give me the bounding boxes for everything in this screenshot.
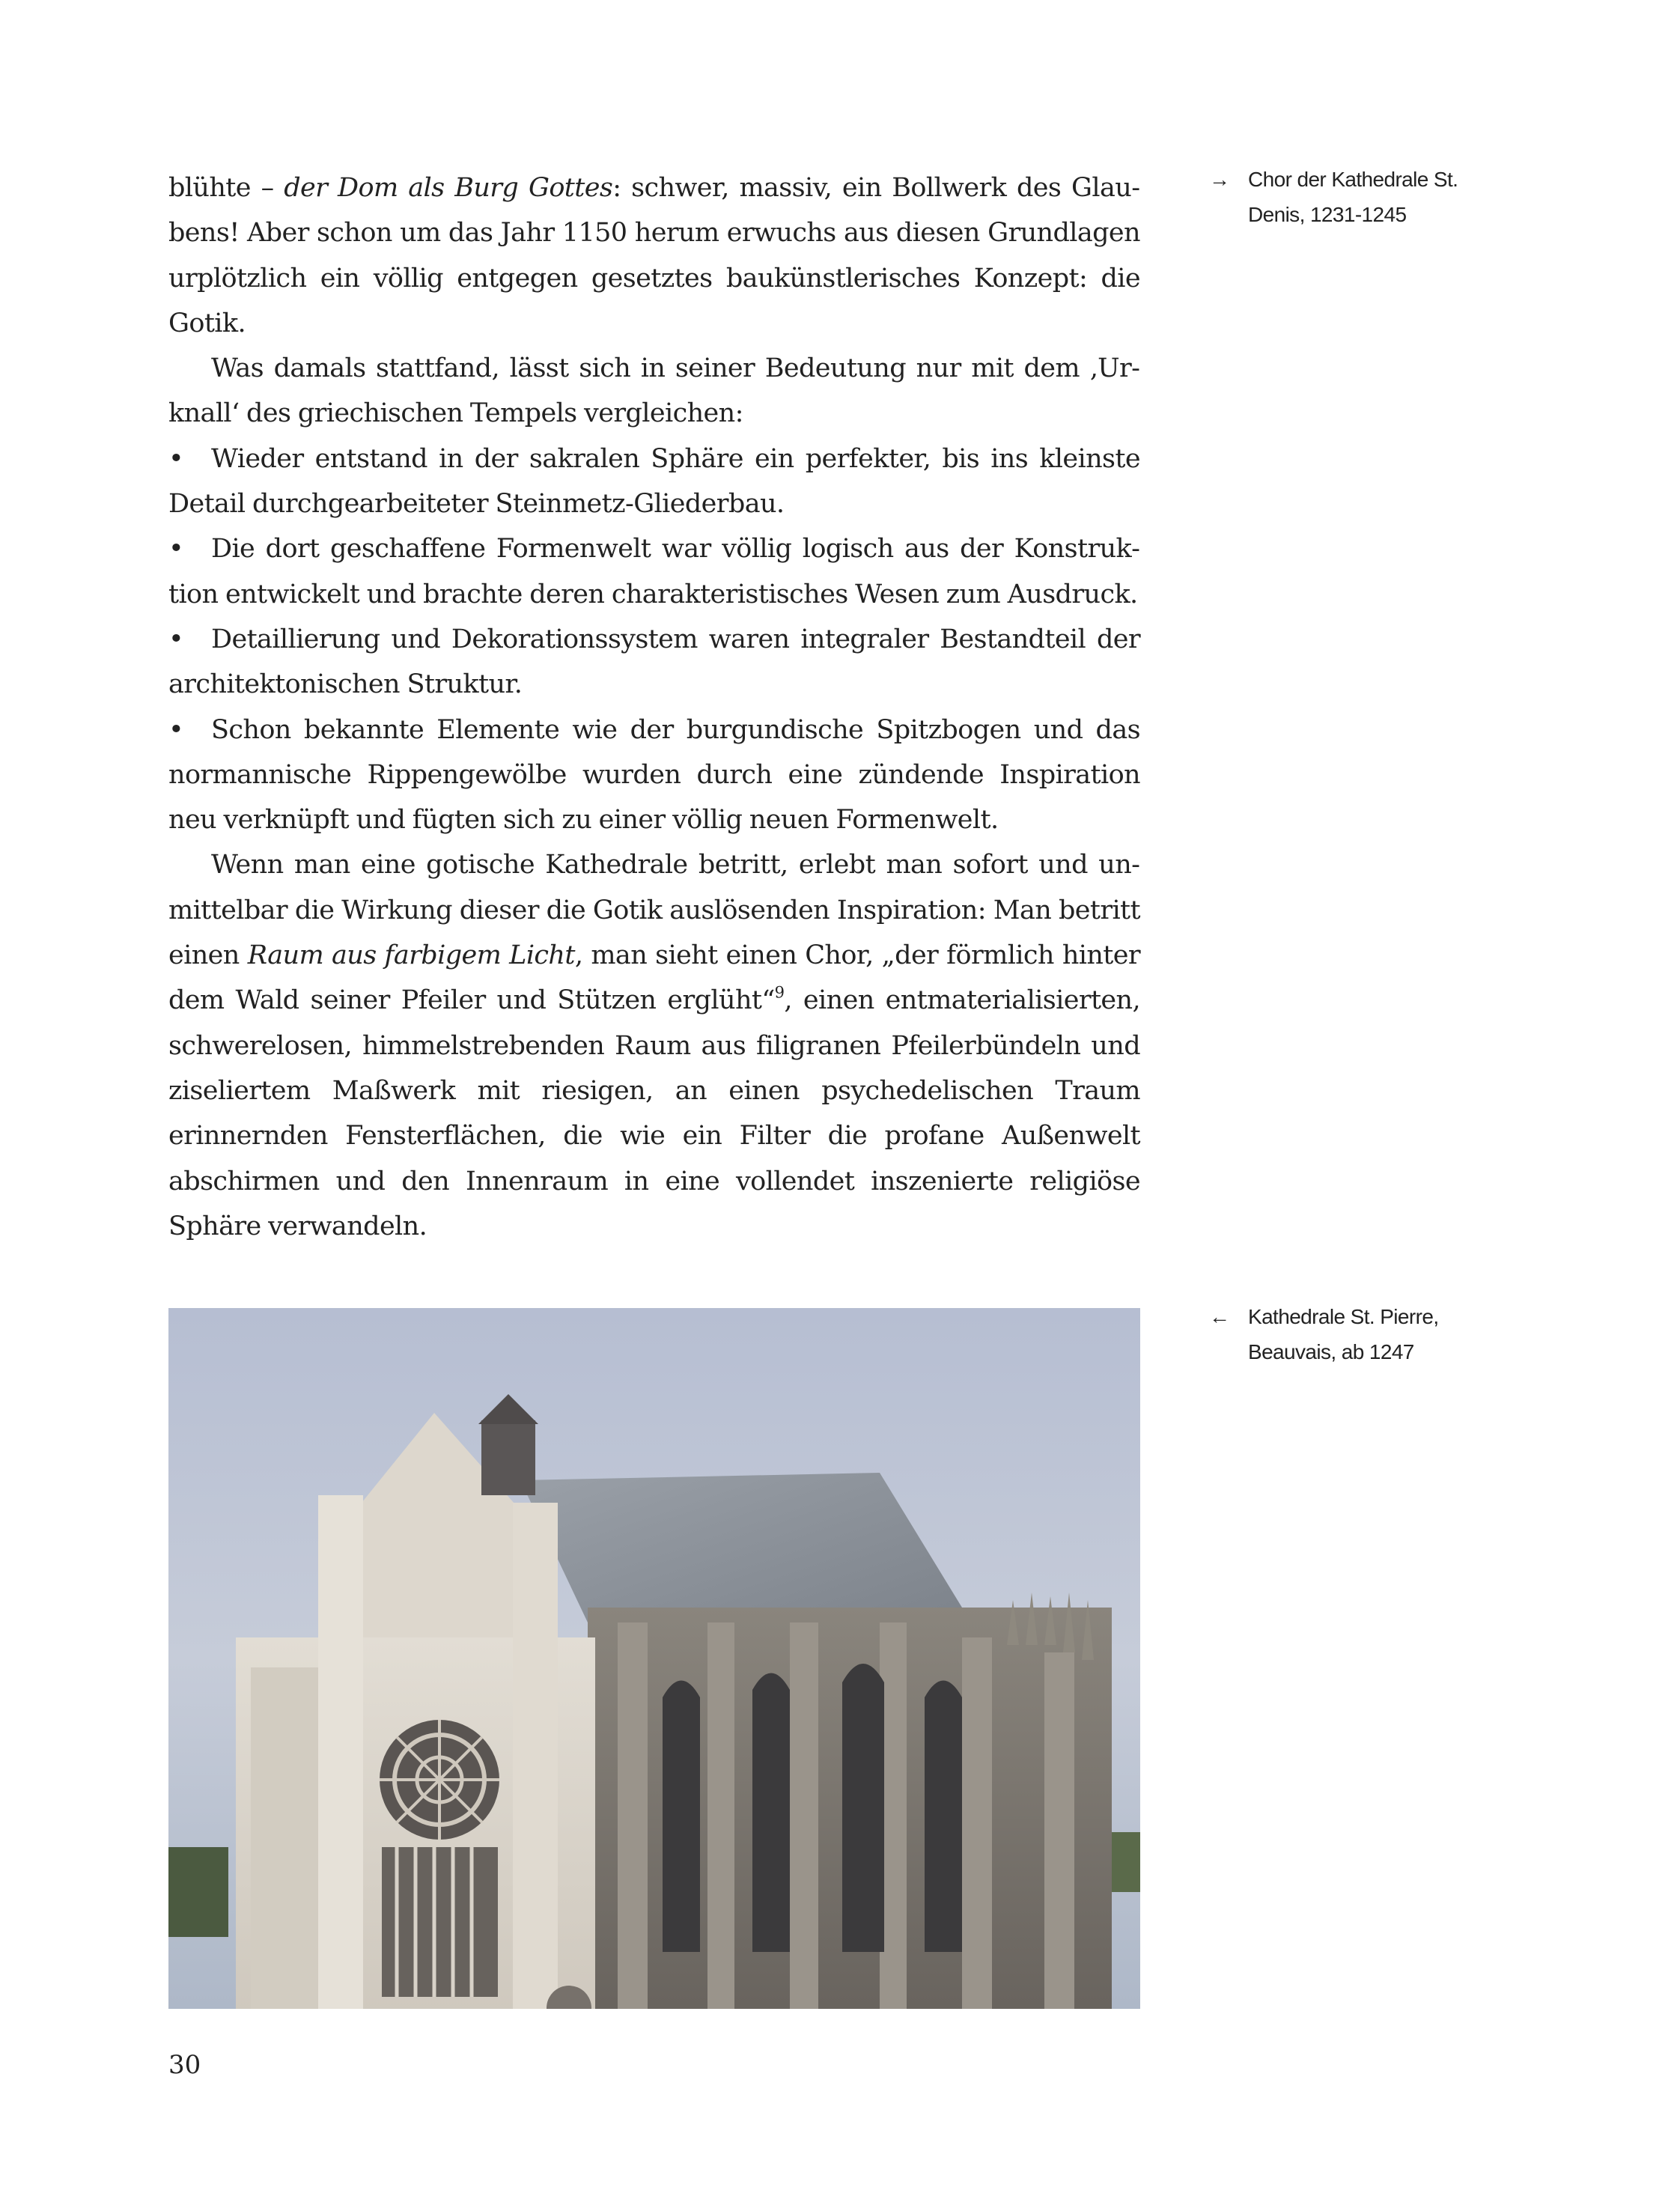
- caption-line: Kathedrale St. Pierre,: [1248, 1305, 1439, 1328]
- cathedral-photo: [168, 1308, 1140, 2009]
- bullet-text: Detaillierung und Dekorationssystem waren integraler Bestandteil der architektonischen Struktur.: [168, 624, 1140, 700]
- paragraph-urknall: Was damals stattfand, lässt sich in seiner Bedeutung nur mit dem ‚Urknall‘ des griechischen Tempels vergleichen:: [168, 353, 1140, 429]
- bullet-item: [168, 526, 1140, 617]
- text-run: , einen entmaterialisierten, schwerelosen, himmelstrebenden Raum aus filigranen Pfeilerbündeln und ziseliertem Maßwerk mit riesigen, an einen psychedelischen Traum erinnernden Fensterflächen, die wie ein Filter die profane Außenwelt abschirmen und den Innenraum in eine vollendet inszenierte religiöse Sphäre verwandeln.: [168, 985, 1141, 1241]
- bullet-item: [168, 617, 1140, 708]
- bullet-text: Die dort geschaffene Formenwelt war völlig logisch aus der Konstruktion entwickelt und brachte deren charakteristisches Wesen zum Ausdruck.: [168, 534, 1140, 609]
- text-run: Wenn man eine gotische Kathedrale betritt, erlebt man sofort und unmittelbar die Wirkung dieser die Gotik auslösenden Inspiration: Man betritt einen: [168, 850, 1140, 971]
- arrow-left-icon: ←: [1209, 1305, 1230, 1328]
- footnote-reference[interactable]: 9: [774, 983, 785, 1002]
- bullet-text: Schon bekannte Elemente wie der burgundische Spitzbogen und das normannische Rippengewölbe wurden durch eine zündende Inspiration neu verknüpft und fügten sich zu einer völlig neuen Formenwelt.: [168, 714, 1140, 836]
- emphasis-dom-als-burg-gottes: der Dom als Burg Gottes: [284, 173, 613, 203]
- bullet-item: [168, 437, 1140, 527]
- cathedral-illustration: [168, 1308, 1140, 2009]
- caption-line: Beauvais, ab 1247: [1248, 1340, 1414, 1363]
- paragraph-kathedrale: [168, 842, 1140, 1249]
- bullet-icon: •: [168, 624, 184, 654]
- bullet-list: [168, 437, 1140, 843]
- main-text-column: [168, 165, 1140, 1249]
- bullet-icon: •: [168, 714, 184, 745]
- emphasis-raum-aus-farbigem-licht: Raum aus farbigem Licht: [247, 940, 575, 971]
- caption-line: Denis, 1231-1245: [1248, 203, 1407, 226]
- arrow-right-icon: →: [1209, 168, 1230, 191]
- sidenote-st-denis: [1209, 162, 1531, 232]
- bullet-item: [168, 708, 1140, 843]
- caption-line: Chor der Kathedrale St.: [1248, 168, 1458, 191]
- bullet-text: Wieder entstand in der sakralen Sphäre ein perfekter, bis ins kleinste Detail durchgearbeiteter Steinmetz-Gliederbau.: [168, 443, 1140, 520]
- bullet-icon: •: [168, 534, 184, 565]
- bullet-icon: •: [168, 443, 184, 474]
- text-run: blühte –: [168, 173, 284, 203]
- paragraph-intro: [168, 165, 1140, 346]
- sidenote-beauvais: [1209, 1299, 1531, 1369]
- page-number: 30: [168, 2050, 201, 2080]
- text-run: : schwer, massiv, ein Bollwerk des Glaubens! Aber schon um das Jahr 1150 herum erwuchs aus diesen Grundlagen urplötzlich ein völlig entgegen gesetztes baukünstlerisches Konzept: die Gotik.: [168, 173, 1141, 338]
- text-run: , man sieht einen Chor, „der förmlich hinter dem Wald seiner Pfeiler und Stützen erglüht“: [168, 940, 1141, 1016]
